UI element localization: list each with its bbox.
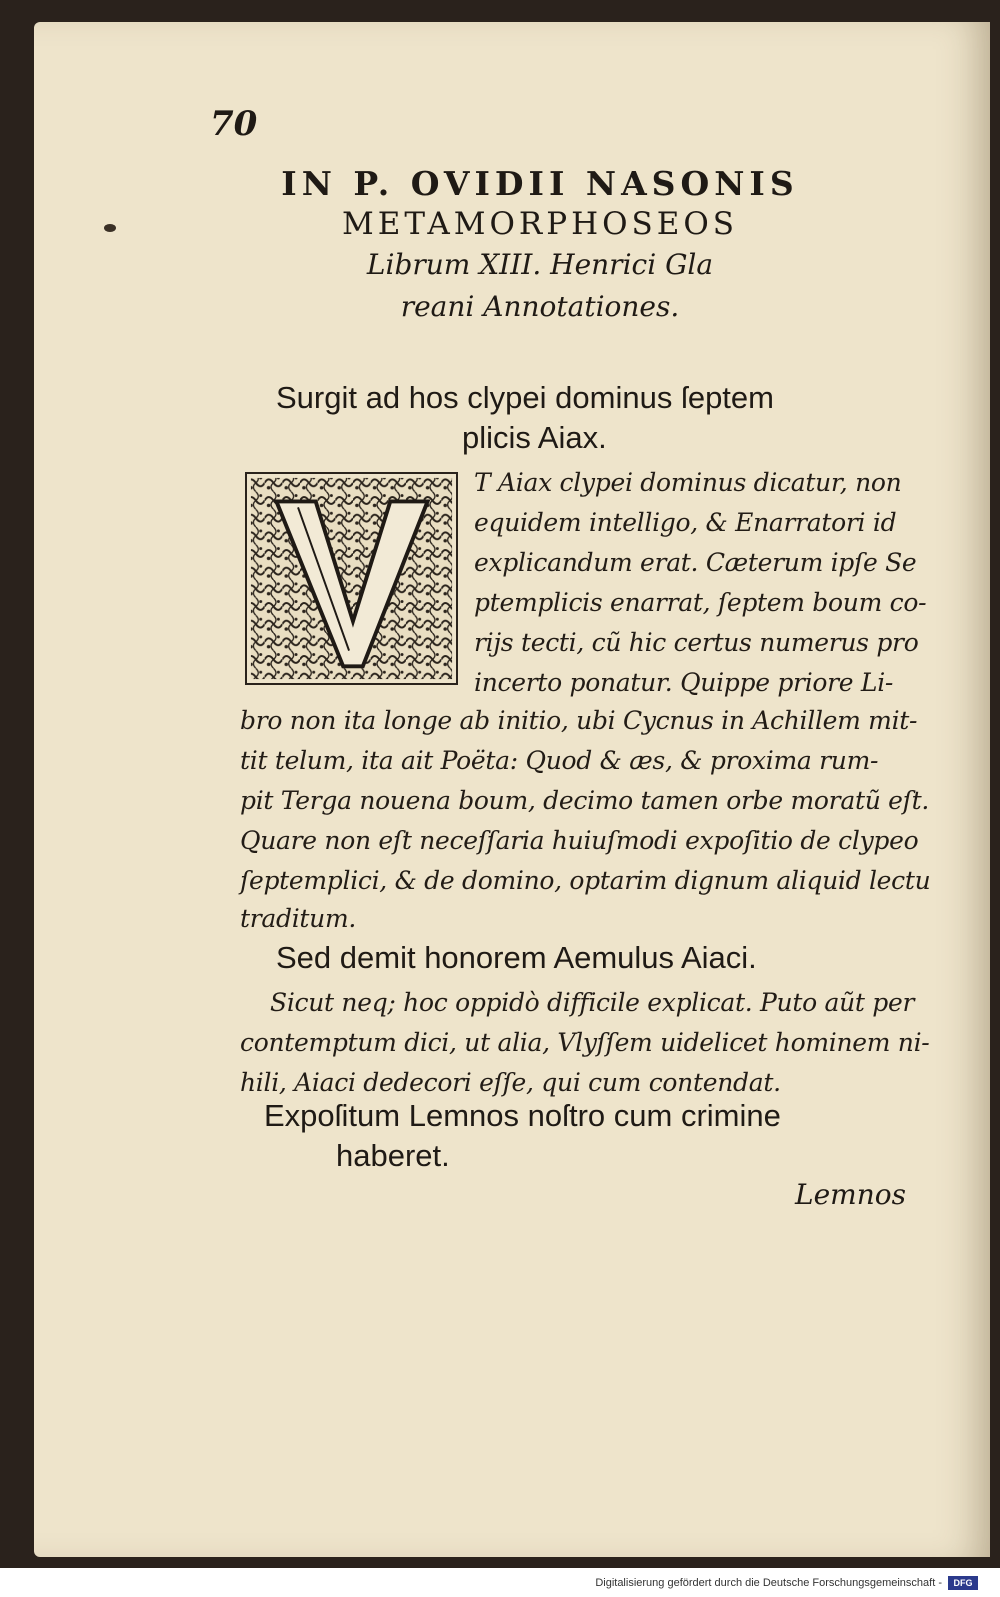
dfg-logo-icon: DFG <box>948 1576 978 1590</box>
paragraph-1-line-12: traditum. <box>240 904 357 933</box>
heading-line-4: reani Annotationes. <box>400 290 680 323</box>
lemma-2: Sed demit honorem Aemulus Aiaci. <box>276 940 757 975</box>
paragraph-2-line-3: hili, Aiaci dedecori eſſe, qui cum contendat. <box>240 1068 781 1097</box>
page-number: 70 <box>210 104 258 144</box>
heading-line-1: IN P. OVIDII NASONIS <box>281 164 799 203</box>
paragraph-1-line-10: Quare non eſt neceſſaria huiuſmodi expoſitio de clypeo <box>240 826 919 855</box>
paragraph-1-line-3: explicandum erat. Cæterum ipſe Se <box>474 548 917 577</box>
footer-credit: Digitalisierung gefördert durch die Deutsche Forschungsgemeinschaft - <box>595 1577 942 1589</box>
paragraph-1-line-6: incerto ponatur. Quippe priore Li- <box>474 668 894 697</box>
lemma-3-line-2: haberet. <box>336 1138 450 1173</box>
paragraph-1-line-7: bro non ita longe ab initio, ubi Cycnus in Achillem mit- <box>240 706 918 735</box>
paragraph-1-line-1: T Aiax clypei dominus dicatur, non <box>474 468 902 497</box>
ink-spot <box>104 224 116 232</box>
decorated-initial <box>245 472 458 685</box>
lemma-1-line-2: plicis Aiax. <box>462 420 607 455</box>
paragraph-1-line-9: pit Terga nouena boum, decimo tamen orbe moratũ eſt. <box>240 786 929 815</box>
paragraph-1-line-2: equidem intelligo, & Enarratori id <box>474 508 897 537</box>
lemma-1-line-1: Surgit ad hos clypei dominus ſeptem <box>276 380 774 415</box>
decorated-initial-v-icon <box>247 474 456 683</box>
paragraph-1-line-5: rijs tecti, cũ hic certus numerus pro <box>474 628 919 657</box>
paragraph-1-line-11: ſeptemplici, & de domino, optarim dignum aliquid lectu <box>240 866 931 895</box>
catchword: Lemnos <box>795 1178 906 1211</box>
paragraph-2-line-2: contemptum dici, ut alia, Vlyſſem uidelicet hominem ni- <box>240 1028 930 1057</box>
heading-line-3: Librum XIII. Henrici Gla <box>366 248 714 281</box>
lemma-3-line-1: Expoſitum Lemnos noſtro cum crimine <box>264 1098 781 1133</box>
paragraph-1-line-8: tit telum, ita ait Poëta: Quod & æs, & proxima rum- <box>240 746 879 775</box>
paragraph-2-line-1: Sicut neq; hoc oppidò difficile explicat. Puto aũt per <box>270 988 915 1017</box>
heading-line-2: METAMORPHOSEOS <box>341 206 739 242</box>
paragraph-1-line-4: ptemplicis enarrat, ſeptem boum co- <box>474 588 927 617</box>
footer-bar <box>0 1568 1000 1597</box>
